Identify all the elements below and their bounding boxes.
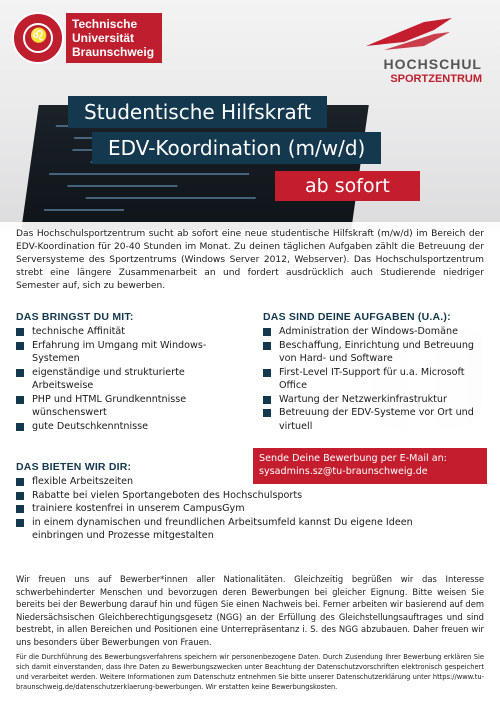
university-name: Technische Universität Braunschweig bbox=[66, 13, 162, 63]
tasks-heading: DAS SIND DEINE AUFGABEN (U.A.): bbox=[263, 311, 451, 323]
list-item: Erfahrung im Umgang mit Windows-Systemen bbox=[16, 339, 231, 366]
list-item: PHP und HTML Grundkenntnisse wünschenswert bbox=[16, 393, 231, 420]
bring-list bbox=[16, 325, 231, 433]
list-item: First-Level IT-Support für u.a. Microsoft Office bbox=[263, 366, 485, 393]
apply-email-link[interactable]: sysadmins.sz@tu-braunschweig.de bbox=[259, 466, 428, 477]
diversity-statement: Wir freuen uns auf Bewerber*innen aller Nationalitäten. Gleichzeitig begrüßen wir das Interesse schwerbehinderter Menschen und bevorzugen deren Bewerbungen bei gleicher Eignung. Bitte weisen Sie bereits bei der Bewerbung darauf hin und fügen Sie einen Nachweis bei. Ferner arbeiten wir basierend auf dem Niedersächsischen Gleichberechtigungsgesetz (NGG) an der Erfüllung des Gleichstellungsauftrages und sind bestrebt, in allen Bereichen und Positionen eine Unterrepräsentanz i. S. des NGG abzubauen. Daher freuen wir uns besonders über Bewerbungen von Frauen. bbox=[16, 574, 484, 647]
list-item: technische Affinität bbox=[16, 325, 231, 339]
university-seal-icon: ♌ bbox=[12, 12, 64, 64]
swoosh-icon bbox=[364, 16, 454, 52]
privacy-notice: Für die Durchführung des Bewerbungsverfahrens speichern wir personenbezogene Daten. Durch Zusendung Ihrer Bewerbung erklären Sie sich damit einverstanden, dass Ihre Daten zu Bewerbungszwecken unter Beachtung der Datenschutzvorschriften elektronisch gespeichert und verarbeitet werden. Weitere Informationen zum Datenschutz entnehmen Sie bitte unserer Datenschutzerklärung unter https://www.tu-braunschweig.de/datenschutzerklaerung-bewerbungen. Wir erstatten keine Bewerbungskosten. bbox=[16, 653, 484, 691]
tu-braunschweig-logo bbox=[12, 12, 162, 64]
title-line-1: Studentische Hilfskraft bbox=[68, 96, 327, 128]
hsz-name-line2: SPORTZENTRUM bbox=[390, 73, 482, 85]
list-item: eigenständige und strukturierte Arbeitsweise bbox=[16, 366, 231, 393]
hsz-name-line1: HOCHSCHUL bbox=[383, 56, 482, 72]
offer-heading: DAS BIETEN WIR DIR: bbox=[16, 461, 132, 473]
list-item: Wartung der Netzwerkinfrastruktur bbox=[263, 393, 485, 407]
intro-paragraph: Das Hochschulsportzentrum sucht ab sofort eine neue studentische Hilfskraft (m/w/d) im Bereich der EDV-Koordination für 20-40 Stunden im Monat. Zu deinen täglichen Aufgaben zählt die Betreuung der Serversysteme des Sportzentrums (Windows Server 2012, Webserver). Das Hochschulsportzentrum strebt eine längere Zusammenarbeit an und fordert ausdrücklich auch Studierende niedriger Semester auf, sich zu bewerben. bbox=[16, 229, 484, 291]
list-item: flexible Arbeitszeiten bbox=[16, 475, 416, 489]
title-line-2: EDV-Koordination (m/w/d) bbox=[92, 132, 381, 164]
apply-label: Sende Deine Bewerbung per E-Mail an: bbox=[259, 453, 447, 464]
list-item: Beschaffung, Einrichtung und Betreuung von Hard- und Software bbox=[263, 339, 485, 366]
tasks-list bbox=[263, 325, 485, 433]
list-item: Betreuung der EDV-Systeme vor Ort und virtuell bbox=[263, 406, 485, 433]
list-item: Rabatte bei vielen Sportangeboten des Hochschulsports bbox=[16, 489, 416, 503]
list-item: Administration der Windows-Domäne bbox=[263, 325, 485, 339]
start-badge: ab sofort bbox=[275, 171, 420, 201]
offer-list bbox=[16, 475, 416, 543]
list-item: trainiere kostenfrei in unserem CampusGym bbox=[16, 502, 416, 516]
bring-heading: DAS BRINGST DU MIT: bbox=[16, 311, 134, 323]
list-item: in einem dynamischen und freundlichen Arbeitsumfeld kannst Du eigene Ideen einbringen und Prozesse mitgestalten bbox=[16, 516, 416, 543]
list-item: gute Deutschkenntnisse bbox=[16, 420, 231, 434]
